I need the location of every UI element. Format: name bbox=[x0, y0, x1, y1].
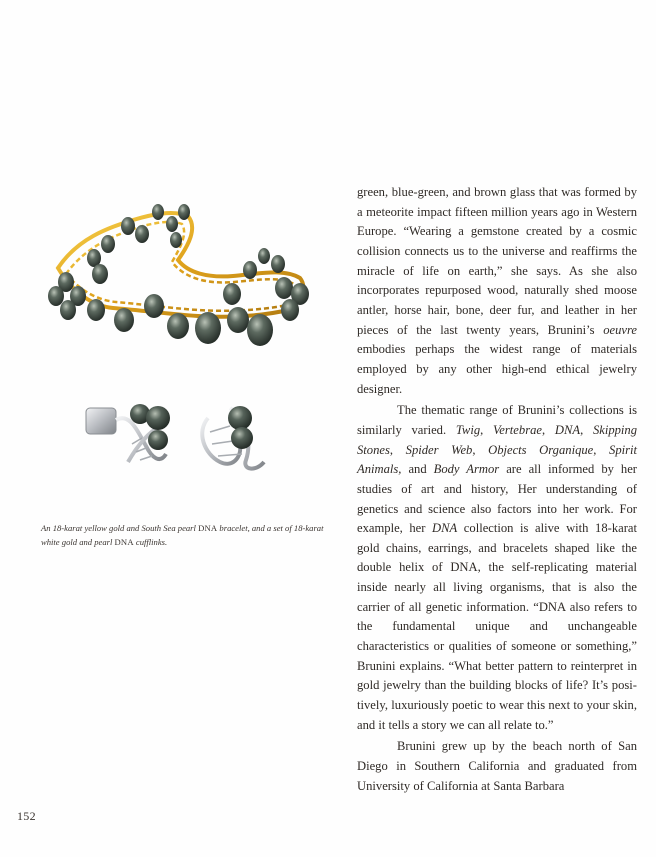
paragraph-1-text: green, blue-green, and brown glass that was formed by a meteorite impact fifteen million years ago in Western Europe. “Wearing a gemstone created by a cosmic collision connects us to the universe and reaffirms the miracle of life on earth,” she says. As she also incorporates repurposed wood, naturally shed moose antler, horse hair, bone, deer fur, and leather in her pieces of the last twenty years, Brunini’s bbox=[357, 185, 637, 337]
caption-part-1: An 18-karat yellow gold and South Sea pearl bbox=[41, 523, 199, 533]
cufflinks-illustration bbox=[80, 398, 280, 476]
caption-part-3: cufflinks. bbox=[133, 537, 168, 547]
paragraph-2-mid: are all informed by her studies of art and history, Her understanding of genetics and science also factors into her work. For example, her bbox=[357, 462, 638, 536]
paragraph-3: Brunini grew up by the beach north of San Diego in Southern California and graduated from University of California at Santa Barbara bbox=[357, 739, 637, 793]
paragraph-2: The thematic range of Brunini’s collections is similarly varied. Twig, Vertebrae, DNA, Skipping Stones, Spider Web, Objects Organique, Spirit Animals, and Body Armor are all informed by her studies of art and history, Her understanding of genetics and science also factors into her work. For example, her DNA collection is alive with 18-karat gold chains, earrings, and bracelets shaped like the double helix of DNA, the self-replicating material inside nearly all living organisms, that is also the carrier of all genetic information. “DNA also refers to the fundamental unique and unchangeable characteristics or qualities of someone or something,” Brunini explains. “What better pattern to reinterpret in gold jewelry than the building blocks of life? It’s positively, luxuriously poetic to wear this next to your skin, and it tells a story we can all relate to.” bbox=[357, 403, 638, 732]
collection-skipping-stones: Skipping Stones bbox=[357, 422, 638, 457]
bracelet-illustration bbox=[38, 198, 320, 358]
collection-spider-web: Spider Web bbox=[405, 442, 473, 457]
collection-dna: DNA bbox=[554, 422, 581, 437]
paragraph-1-end: embodies perhaps the widest range of materials employed by any other high-end ethical jewelry designer. bbox=[357, 342, 637, 396]
figure-caption bbox=[41, 521, 331, 549]
caption-dna-1: DNA bbox=[198, 523, 218, 533]
collection-objects-organique: Objects Organique bbox=[488, 442, 594, 457]
caption-part-2: bracelet, and a set of 18-karat white gold and pearl bbox=[41, 523, 324, 547]
collection-body-armor: Body Armor bbox=[433, 462, 500, 477]
collection-dna-2: DNA bbox=[432, 521, 458, 536]
oeuvre-word: oeuvre bbox=[603, 322, 637, 337]
paragraph-2-start: The thematic range of Brunini’s collections is similarly varied. bbox=[357, 403, 637, 437]
body-text-column bbox=[357, 183, 637, 796]
paragraph-2-end: collection is alive with 18-karat gold chains, earrings, and bracelets shaped like the double helix of DNA, the self-replicating material inside nearly all living organisms, that is also the carrier of all genetic information. “DNA also refers to the fundamental unique and unchangeable characteristics or qualities of someone or something,” Brunini explains. “What better pattern to reinterpret in gold jewelry than the building blocks of life? It’s positively, luxuriously poetic to wear this next to your skin, and it tells a story we can all relate to.” bbox=[357, 521, 637, 732]
caption-dna-2: DNA bbox=[114, 537, 134, 547]
page-number: 152 bbox=[17, 809, 36, 823]
paragraph-1 bbox=[357, 183, 637, 399]
collection-twig: Twig bbox=[455, 422, 481, 437]
collection-spirit-animals: Spirit Animals, bbox=[357, 442, 638, 477]
collection-vertebrae: Vertebrae bbox=[493, 422, 542, 437]
